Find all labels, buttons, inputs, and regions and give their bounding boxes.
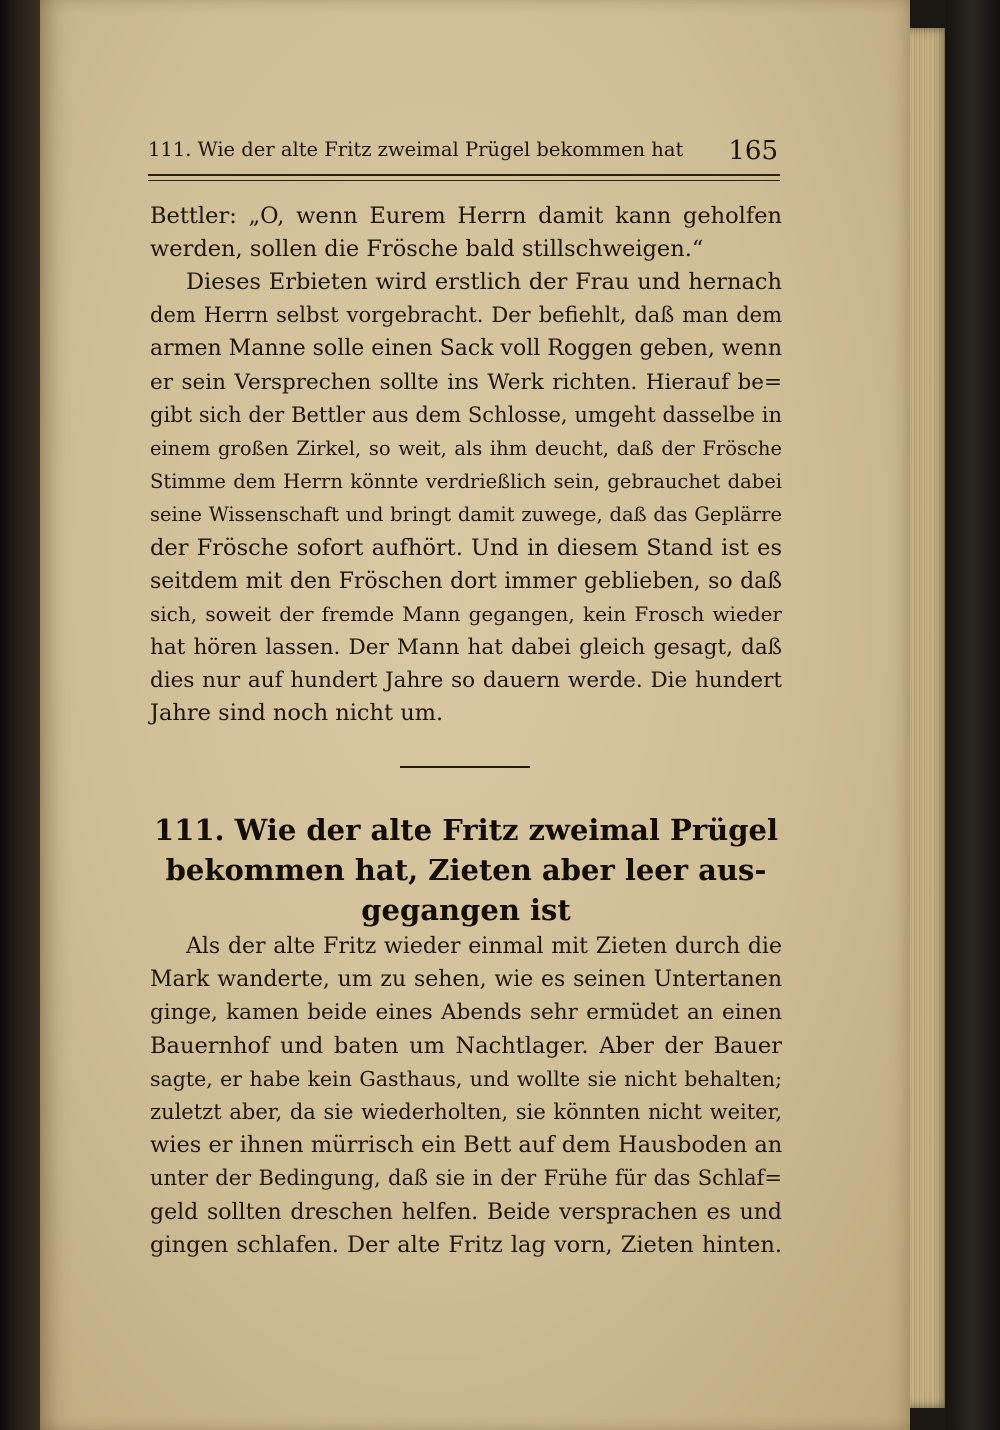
text-line: sagte, er habe kein Gasthaus, und wollte sie nicht behalten; xyxy=(150,1066,782,1091)
text-line: werden, sollen die Frösche bald stillschweigen.“ xyxy=(150,236,704,263)
section-heading xyxy=(150,810,782,930)
text-line: seitdem mit den Fröschen dort immer geblieben, so daß xyxy=(150,568,782,594)
text-line: er sein Versprechen sollte ins Werk richten. Hierauf be= xyxy=(150,369,782,395)
section-separator xyxy=(400,766,530,768)
text-line: Bettler: „O, wenn Eurem Herrn damit kann geholfen xyxy=(150,203,782,229)
text-line: geld sollten dreschen helfen. Beide versprachen es und xyxy=(150,1199,782,1225)
paragraph-2 xyxy=(150,266,782,731)
right-book-cover xyxy=(945,0,1000,1430)
text-line: Stimme dem Herrn könnte verdrießlich sein, gebrauchet dabei xyxy=(150,470,782,494)
text-line: einem großen Zirkel, so weit, als ihm deucht, daß der Frösche xyxy=(150,436,782,460)
text-line: armen Manne solle einen Sack voll Roggen geben, wenn xyxy=(150,336,782,362)
text-line: sich, soweit der fremde Mann gegangen, kein Frosch wieder xyxy=(150,601,782,626)
text-line: ginge, kamen beide eines Abends sehr ermüdet an einen xyxy=(150,1000,782,1026)
heading-line: bekommen hat, Zieten aber leer aus- xyxy=(165,853,767,887)
paragraph-3 xyxy=(150,930,782,1262)
text-line: Dieses Erbieten wird erstlich der Frau und hernach xyxy=(186,269,782,295)
text-line: hat hören lassen. Der Mann hat dabei gleich gesagt, daß xyxy=(150,635,782,661)
paragraph-1 xyxy=(150,200,782,266)
page-number: 165 xyxy=(728,136,778,166)
running-header xyxy=(148,132,780,172)
text-line: wies er ihnen mürrisch ein Bett auf dem Hausboden an xyxy=(150,1132,783,1159)
text-line: Jahre sind noch nicht um. xyxy=(150,700,444,727)
heading-line: 111. Wie der alte Fritz zweimal Prügel xyxy=(154,813,778,847)
text-line: zuletzt aber, da sie wiederholten, sie könnten nicht weiter, xyxy=(150,1099,782,1124)
running-header-title: 111. Wie der alte Fritz zweimal Prügel bekommen hat xyxy=(148,138,684,161)
text-line: dies nur auf hundert Jahre so dauern werde. Die hundert xyxy=(150,668,782,694)
text-line: Mark wanderte, um zu sehen, wie es seinen Untertanen xyxy=(150,967,782,993)
text-line: seine Wissenschaft und bringt damit zuwege, daß das Geplärre xyxy=(150,503,782,527)
text-line: gibt sich der Bettler aus dem Schlosse, umgeht dasselbe in xyxy=(150,402,782,427)
text-line: Als der alte Fritz wieder einmal mit Zieten durch die xyxy=(186,934,782,959)
text-line: dem Herrn selbst vorgebracht. Der befiehlt, daß man dem xyxy=(150,303,782,328)
heading-line: gegangen ist xyxy=(361,893,571,927)
text-line: Bauernhof und baten um Nachtlager. Aber der Bauer xyxy=(150,1032,782,1059)
page-edges xyxy=(905,28,950,1408)
text-line: gingen schlafen. Der alte Fritz lag vorn, Zieten hinten. xyxy=(150,1231,782,1258)
header-rule-top xyxy=(148,174,780,176)
text-line: unter der Bedingung, daß sie in der Frühe für das Schlaf= xyxy=(150,1166,782,1191)
left-book-cover xyxy=(0,0,40,1430)
text-line: der Frösche sofort aufhört. Und in diesem Stand ist es xyxy=(150,534,782,561)
header-rule-bottom xyxy=(148,180,780,181)
